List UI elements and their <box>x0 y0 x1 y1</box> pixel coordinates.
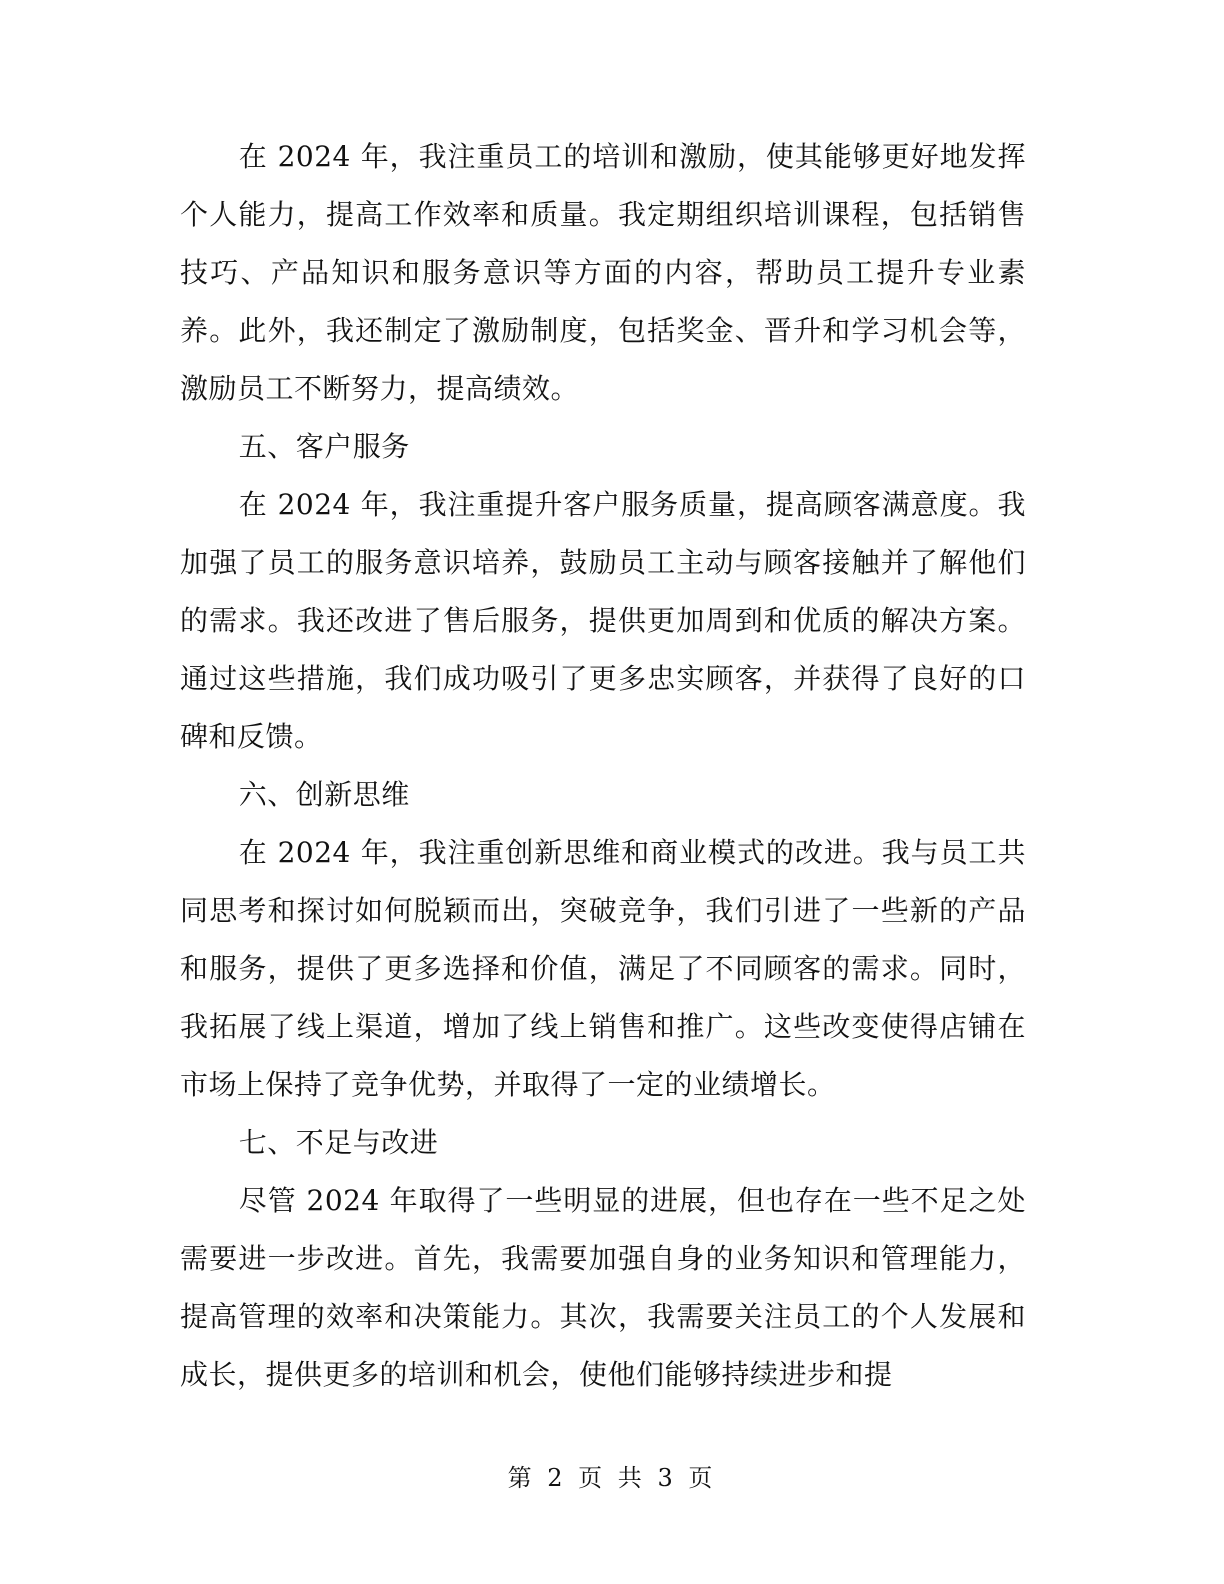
paragraph-shortcomings: 尽管 2024 年取得了一些明显的进展，但也存在一些不足之处需要进一步改进。首先，我需要加强自身的业务知识和管理能力，提高管理的效率和决策能力。其次，我需要关注员工的个人发展和成长，提供更多的培训和机会，使他们能够持续进步和提 <box>180 1184 1026 1391</box>
section-heading-shortcomings: 七、不足与改进 <box>238 1126 439 1159</box>
section-heading-customer-service: 五、客户服务 <box>238 430 410 463</box>
document-page <box>180 128 1026 1404</box>
paragraph-staff-training: 在 2024 年，我注重员工的培训和激励，使其能够更好地发挥个人能力，提高工作效率和质量。我定期组织培训课程，包括销售技巧、产品知识和服务意识等方面的内容，帮助员工提升专业素养。此外，我还制定了激励制度，包括奖金、晋升和学习机会等，激励员工不断努力，提高绩效。 <box>180 140 1026 405</box>
page-number-footer: 第 2 页 共 3 页 <box>507 1464 717 1492</box>
paragraph-customer-service: 在 2024 年，我注重提升客户服务质量，提高顾客满意度。我加强了员工的服务意识培养，鼓励员工主动与顾客接触并了解他们的需求。我还改进了售后服务，提供更加周到和优质的解决方案。通过这些措施，我们成功吸引了更多忠实顾客，并获得了良好的口碑和反馈。 <box>180 488 1026 753</box>
section-heading-innovation: 六、创新思维 <box>238 778 410 811</box>
paragraph-innovation: 在 2024 年，我注重创新思维和商业模式的改进。我与员工共同思考和探讨如何脱颖而出，突破竞争，我们引进了一些新的产品和服务，提供了更多选择和价值，满足了不同顾客的需求。同时，我拓展了线上渠道，增加了线上销售和推广。这些改变使得店铺在市场上保持了竞争优势，并取得了一定的业绩增长。 <box>180 836 1026 1101</box>
